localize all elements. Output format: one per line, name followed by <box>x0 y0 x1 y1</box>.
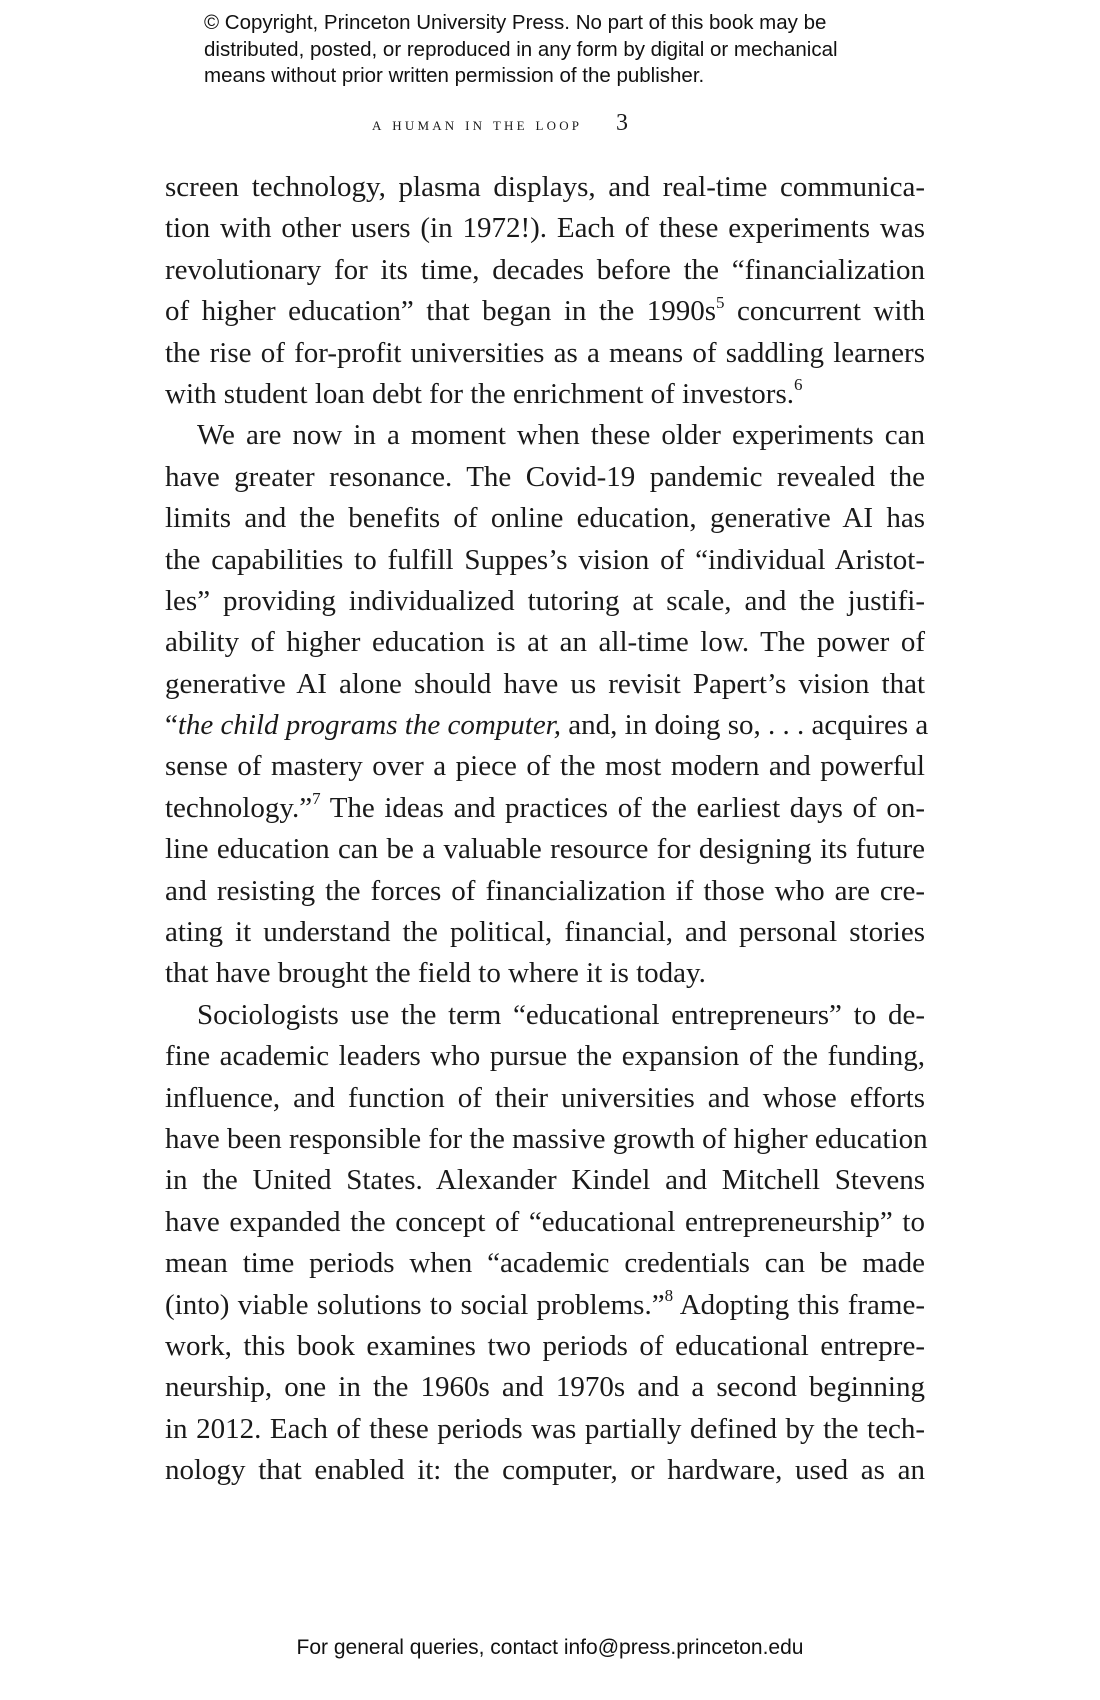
text-line: ability of higher education is at an all-time low. The power of <box>165 626 925 659</box>
text-line: influence, and function of their universities and whose efforts <box>165 1081 925 1114</box>
text-line: have been responsible for the massive growth of higher education <box>165 1122 928 1155</box>
text-line: Sociologists use the term “educational entrepreneurs” to de- <box>197 998 925 1031</box>
copyright-line: distributed, posted, or reproduced in any form by digital or mechanical <box>204 37 838 61</box>
text-segment: and, in doing so, . . . acquires a <box>561 709 929 742</box>
text-line: tion with other users (in 1972!). Each of these experiments was <box>165 212 925 245</box>
text-line: nology that enabled it: the computer, or hardware, used as an <box>165 1454 925 1487</box>
text-segment: concurrent with <box>724 295 925 328</box>
text-segment: technology.” <box>165 791 313 824</box>
footnote-marker: 5 <box>716 292 725 312</box>
text-line: line education can be a valuable resource for designing its future <box>165 833 925 866</box>
text-line: neurship, one in the 1960s and 1970s and a second beginning <box>165 1371 925 1404</box>
running-head <box>372 110 628 137</box>
text-line: have greater resonance. The Covid-19 pandemic revealed the <box>165 460 925 493</box>
footnote-marker: 7 <box>312 789 321 809</box>
text-segment: Adopting this frame- <box>673 1288 925 1321</box>
text-line: les” providing individualized tutoring at scale, and the justifi- <box>165 584 925 617</box>
text-line: revolutionary for its time, decades before the “financialization <box>165 253 925 286</box>
page-number: 3 <box>615 110 628 136</box>
text-line: and resisting the forces of financialization if those who are cre- <box>165 874 925 907</box>
text-line: ating it understand the political, financial, and personal stories <box>165 916 925 949</box>
text-line: screen technology, plasma displays, and real-time communica- <box>165 171 925 203</box>
text-line: limits and the benefits of online education, generative AI has <box>165 502 925 535</box>
copyright-notice <box>204 10 924 90</box>
footer-contact: For general queries, contact info@press.princeton.edu <box>296 1636 804 1659</box>
text-line <box>165 705 929 746</box>
text-line: have expanded the concept of “educational entrepreneurship” to <box>165 1205 925 1238</box>
text-line: in 2012. Each of these periods was partially defined by the tech- <box>165 1412 925 1445</box>
text-line: fine academic leaders who pursue the expansion of the funding, <box>165 1040 925 1073</box>
footnote-marker: 8 <box>664 1285 674 1305</box>
text-line <box>165 1285 925 1326</box>
text-line: We are now in a moment when these older experiments can <box>197 419 925 452</box>
text-segment: (into) viable solutions to social problems.” <box>165 1288 665 1321</box>
text-line: in the United States. Alexander Kindel and Mitchell Stevens <box>165 1164 925 1197</box>
text-line <box>165 291 925 332</box>
copyright-line: means without prior written permission of the publisher. <box>204 64 705 87</box>
text-segment: with student loan debt for the enrichment of investors. <box>165 377 794 410</box>
text-line: that have brought the field to where it is today. <box>165 957 706 990</box>
text-segment: “ <box>165 709 178 742</box>
copyright-line: © Copyright, Princeton University Press. No part of this book may be <box>204 11 827 34</box>
text-line <box>165 374 925 415</box>
body-text <box>165 167 929 1492</box>
text-segment: of higher education” that began in the 1990s <box>165 295 717 328</box>
text-line: the capabilities to fulfill Suppes’s vision of “individual Aristot- <box>165 543 925 576</box>
running-head-title: a human in the loop <box>372 114 583 134</box>
footnote-marker: 6 <box>794 375 803 395</box>
text-line: sense of mastery over a piece of the most modern and powerful <box>165 750 925 783</box>
text-line: the rise of for-profit universities as a means of saddling learners <box>165 336 925 369</box>
text-line: generative AI alone should have us revisit Papert’s vision that <box>165 667 925 700</box>
text-line: work, this book examines two periods of educational entrepre- <box>165 1329 925 1362</box>
italic-quote: the child programs the computer, <box>177 709 562 742</box>
text-line: mean time periods when “academic credentials can be made <box>165 1247 925 1280</box>
text-segment: The ideas and practices of the earliest days of on- <box>320 791 925 824</box>
text-line <box>165 788 925 829</box>
